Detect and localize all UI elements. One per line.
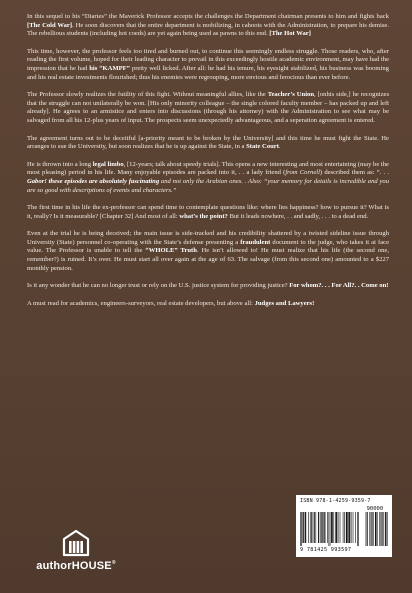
blurb-paragraph-6 <box>27 204 389 221</box>
blurb-paragraph-8 <box>27 282 389 291</box>
barcode-bar <box>347 512 348 543</box>
blurb-italic: from Cornell <box>285 169 320 177</box>
barcode-bar <box>335 512 336 543</box>
barcode-bar <box>327 512 328 543</box>
blurb-paragraph-9 <box>27 300 389 309</box>
barcode-bar <box>353 512 354 543</box>
barcode-bar <box>357 512 358 546</box>
blurb-emphasis: State Court <box>246 143 279 151</box>
price-code: 90000 <box>366 506 384 512</box>
barcode-bar <box>316 512 317 543</box>
blurb-emphasis: [The Hot War] <box>269 30 311 38</box>
blurb-emphasis: For whom?. . . For All?. . Come on! <box>289 282 389 290</box>
barcode-bar <box>300 512 301 546</box>
blurb-text: A must read for academics, engineers-surveyors, real estate developers, but above all: <box>27 299 255 307</box>
addon-bar <box>371 512 372 546</box>
blurb-paragraph-4 <box>27 135 389 152</box>
barcode-bar <box>349 512 350 543</box>
barcode-bar <box>331 512 332 543</box>
blurb-text: Even at the trial he is being deceived; the main issue is side-tracked and his credibility shattered by a twisted sideline issue through University (State) personnel co-operating with the State’s defense presenting a <box>27 230 389 246</box>
publisher-logo <box>30 528 122 572</box>
barcode-bar <box>320 512 321 543</box>
blurb-paragraph-2 <box>27 48 389 82</box>
barcode-bar <box>314 512 315 543</box>
barcode-bar <box>305 512 306 543</box>
addon-bar <box>366 512 367 546</box>
barcode-bar <box>330 512 331 546</box>
barcode-bar <box>329 512 330 546</box>
barcode-bar <box>355 512 356 543</box>
barcode-bar <box>323 512 324 543</box>
blurb-emphasis: Judges and Lawyers! <box>254 299 315 307</box>
barcode-bar <box>302 512 303 543</box>
blurb-text: ) described them as: “. . . <box>319 169 390 177</box>
addon-bar <box>373 512 374 546</box>
blurb-emphasis: fraudulent <box>240 238 271 246</box>
barcode-bar <box>321 512 322 543</box>
blurb-text: This time, however, the professor feels too tired and burned out, to continue this seemingly endless struggle. Those readers, who, after reading the first volume, hoped for their leading character to prevail in this exceedingly hostile academic environment, may have had the impression that he had <box>27 47 389 72</box>
barcode-bars <box>300 504 388 546</box>
addon-bar <box>382 512 383 546</box>
addon-bar <box>369 512 370 546</box>
blurb-emphasis: his “KAMPF” <box>89 64 130 72</box>
addon-bar <box>371 512 372 546</box>
blurb-text: The agreement turns out to be deceitful [a-priority meant to be broken by the University] and this time he must fight the State. He arranges to sue the University, but soon realizes that he is up against the State, in a <box>27 134 389 151</box>
blurb-emphasis: Teacher’s Union <box>267 91 315 99</box>
addon-bar <box>367 512 368 546</box>
barcode-bar <box>314 512 315 543</box>
addon-bar <box>372 512 373 546</box>
blurb-italic: and not only the Arabian ones. . Also: “your memory for details is incredible and you are so good with descriptions of events and characters.” <box>27 177 390 194</box>
barcode-bar <box>306 512 307 543</box>
barcode-bar <box>311 512 312 543</box>
barcode-bar <box>350 512 351 543</box>
barcode-bar <box>340 512 341 543</box>
addon-bar <box>379 512 380 546</box>
barcode-bar <box>310 512 311 543</box>
addon-bar <box>376 512 377 546</box>
blurb-emphasis: [The Cold War] <box>27 21 73 29</box>
barcode-bar <box>301 512 302 546</box>
barcode-bar <box>308 512 309 543</box>
blurb-text: But it leads nowhere, . . and sadly, . . . to a dead end. <box>227 212 369 220</box>
barcode-bar <box>351 512 352 543</box>
bookshelf-logo-icon <box>61 528 91 558</box>
barcode-bar <box>338 512 339 543</box>
blurb-paragraph-5 <box>27 161 389 195</box>
addon-bar <box>383 512 384 546</box>
barcode-bar <box>303 512 304 543</box>
blurb-emphasis: “WHOLE” Truth <box>145 247 197 255</box>
blurb-paragraph-3 <box>27 91 389 125</box>
barcode-bar <box>325 512 326 543</box>
addon-bar <box>375 512 376 546</box>
addon-bar <box>385 512 386 546</box>
barcode-bar <box>358 512 359 546</box>
barcode-bar <box>332 512 333 543</box>
barcode-bar <box>304 512 305 543</box>
barcode-bar <box>346 512 347 543</box>
barcode-bar <box>343 512 344 543</box>
barcode-bar <box>333 512 334 543</box>
blurb-text: In this sequel to his “Diaries” the Maverick Professor accepts the challenges the Department chairman presents to him and fights back <box>27 13 389 20</box>
blurb-text: The Professor slowly realizes the futility of this fight. Without meaningful allies, like the <box>27 91 268 99</box>
barcode-bar <box>348 512 349 543</box>
addon-bar <box>376 512 377 546</box>
blurb-bold-italic: Gabor! these episodes are absolutely fascinating <box>27 177 160 185</box>
addon-bar <box>387 512 388 546</box>
addon-bar <box>386 512 387 546</box>
barcode-bar <box>337 512 338 543</box>
publisher-name: authorHOUSE® <box>36 560 116 572</box>
barcode-bar <box>332 512 333 543</box>
barcode-bar <box>347 512 348 543</box>
blurb-text: . He soon discovers that the entire department is mobilizing, in cahoots with the Administration, to prepare his demise. The rebellious students (including hot coeds) are yet again being used as pawns to this end. <box>27 21 389 38</box>
blurb-text: The first time in his life the ex-professor can spend time to contemplate questions like: where lies happiness? how to pursue it? What is it, really? Is it measurable? [Chapter 32] And most of all: <box>27 204 389 220</box>
blurb-text: , [12-years; talk about speedy trials]. This opens a new interesting and most entertaining (may be the most pleasing) period in his life. Many enjoyable episodes are packed into it, . . a lady friend ( <box>27 160 389 177</box>
blurb-text: He is thrown into a long <box>27 160 93 168</box>
barcode-bar <box>336 512 337 543</box>
addon-bar <box>367 512 368 546</box>
barcode-bar <box>344 512 345 543</box>
isbn-barcode <box>296 495 392 557</box>
blurb-text: , [onhis side,] he recognizes that the struggle can not unilaterally be won. [His only minority colleague – the single colored faculty member – has packed up and left already]. He agrees to an armistice and enters into discussions (through his attorney) with the Administration to see what may be salvaged from all his 12-plus years of input. The prospects seem unexpectedly advantageous, and a seperation agreement is entered. <box>27 91 390 124</box>
blurb-text: pretty well licked. After all: he had his tenure, his eyesight stabilized, his business was booming and his real estate investments flourished; thus his enemies were regrouping, more envious and ferocious than ever before. <box>27 64 389 81</box>
isbn-label: ISBN 978-1-4259-9359-7 <box>300 498 371 504</box>
addon-bar <box>385 512 386 546</box>
blurb-emphasis: what’s the point? <box>179 212 228 220</box>
barcode-bar <box>318 512 319 543</box>
blurb-paragraph-1 <box>27 13 389 39</box>
barcode-bar <box>322 512 323 543</box>
barcode-bar <box>312 512 313 543</box>
ean-digits: 9 781425 993597 <box>300 547 352 553</box>
blurb-text: document to the judge, who takes it at face value. The Professor is unable to tell the <box>27 238 389 255</box>
addon-bar <box>380 512 381 546</box>
blurb-paragraph-7 <box>27 230 389 273</box>
blurb-text: . <box>278 143 281 151</box>
barcode-bar <box>319 512 320 543</box>
addon-bar <box>381 512 382 546</box>
blurb-text: Is it any wonder that he can no longer trust or rely on the U.S. justice system for providing justice? <box>27 282 290 290</box>
blurb-emphasis: legal limbo <box>92 160 124 168</box>
barcode-bar <box>324 512 325 543</box>
blurb-text: . He isn’t allowed to! He must realize that his life (the second one, remember?) is ruined. It’s over. He must start all over again at the age of 63. The salvage (from this second one) amounted to a $227 monthly pension. <box>27 247 390 272</box>
addon-bar <box>377 512 378 546</box>
blurb <box>27 13 389 317</box>
